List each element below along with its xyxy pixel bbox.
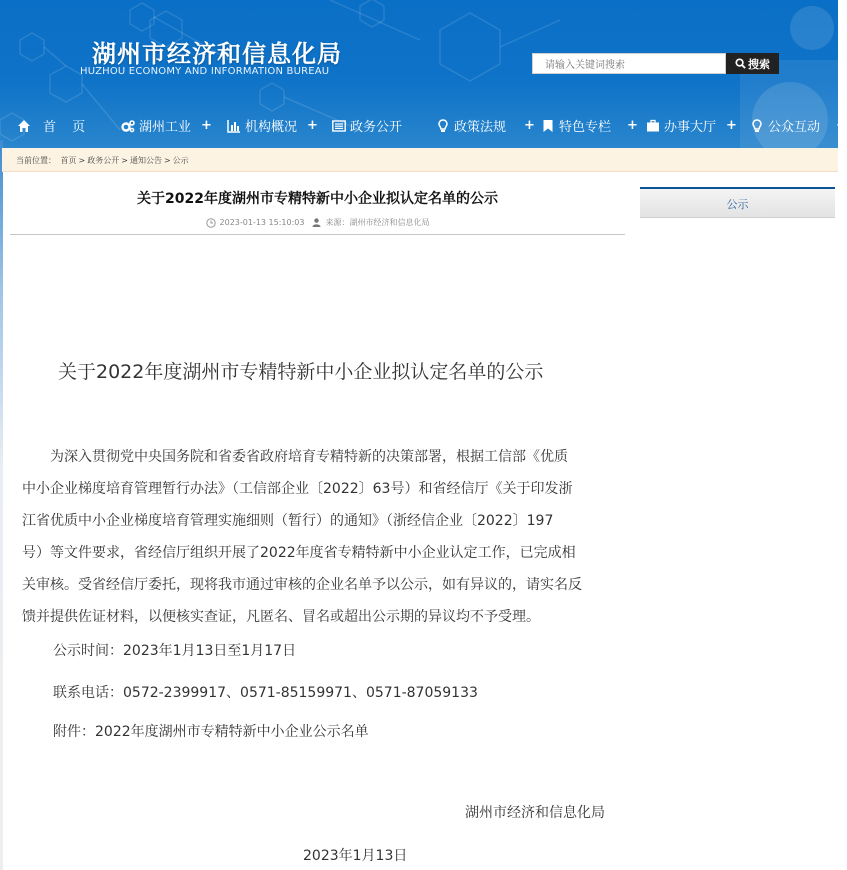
nav-item-public-interaction[interactable] [750, 116, 847, 135]
expand-plus-icon: + [726, 118, 737, 133]
breadcrumb-home[interactable]: 首页 [60, 156, 77, 165]
breadcrumb-prefix: 当前位置： [16, 156, 56, 165]
signature-organization: 湖州市经济和信息化局 [465, 805, 605, 821]
lightbulb-icon [436, 119, 450, 133]
body-line: 为深入贯彻党中央国务院和省委省政府培育专精特新的决策部署，根据工信部《优质 [22, 449, 568, 465]
main-nav [0, 116, 847, 140]
publicity-period: 公示时间：2023年1月13日至1月17日 [53, 643, 297, 659]
body-line: 中小企业梯度培育管理暂行办法》（工信部企业〔2022〕63号）和省经信厅《关于印发浙 [22, 481, 573, 497]
user-icon [312, 218, 321, 227]
gears-icon [121, 119, 135, 133]
search-input[interactable] [532, 53, 726, 74]
nav-item-special-columns[interactable] [541, 116, 638, 135]
breadcrumb-separator: > [78, 156, 86, 165]
expand-plus-icon: + [201, 118, 212, 133]
lightbulb-icon [750, 119, 764, 133]
list-icon [332, 119, 346, 133]
breadcrumb-separator: > [121, 156, 128, 165]
nav-item-home[interactable] [17, 116, 91, 135]
article-datetime: 2023-01-13 15:10:03 [219, 218, 305, 227]
nav-item-org-overview[interactable] [227, 116, 318, 135]
breadcrumb-notices[interactable]: 通知公告 [129, 156, 162, 165]
breadcrumb-separator: > [163, 156, 171, 165]
nav-label: 政策法规 [454, 120, 507, 135]
search-button[interactable] [726, 53, 779, 74]
sidebar-tab-publicity[interactable]: 公示 [640, 187, 835, 218]
nav-item-huzhou-industry[interactable] [121, 116, 212, 135]
home-icon [17, 119, 31, 133]
nav-label: 首 页 [43, 120, 92, 135]
bookmark-icon [541, 119, 555, 133]
nav-label: 公众互动 [768, 120, 821, 135]
document-title: 关于2022年度湖州市专精特新中小企业拟认定名单的公示 [58, 361, 544, 383]
bar-chart-icon [227, 119, 241, 133]
breadcrumb [2, 148, 838, 172]
site-logo-subtitle: HUZHOU ECONOMY AND INFORMATION BUREAU [80, 66, 330, 77]
left-edge-strip [0, 140, 3, 870]
site-header [0, 0, 847, 148]
article-body-paragraph [22, 441, 617, 633]
expand-plus-icon: + [307, 118, 318, 133]
briefcase-icon [646, 119, 660, 133]
nav-label: 特色专栏 [559, 120, 612, 135]
expand-plus-icon: + [524, 118, 535, 133]
nav-label: 政务公开 [350, 120, 403, 135]
site-logo-title[interactable]: 湖州市经济和信息化局 [92, 40, 342, 68]
nav-label: 机构概况 [245, 120, 298, 135]
body-line: 馈并提供佐证材料，以便核实查证，凡匿名、冒名或超出公示期的异议均不予受理。 [22, 609, 540, 625]
nav-label: 办事大厅 [664, 120, 717, 135]
body-line: 江省优质中小企业梯度培育管理实施细则（暂行）的通知》（浙经信企业〔2022〕197 [22, 513, 554, 529]
article-source-label: 来源： [325, 218, 350, 227]
body-line: 号）等文件要求，省经信厅组织开展了2022年度省专精特新中小企业认定工作，已完成相 [22, 545, 576, 561]
nav-item-gov-affairs[interactable] [332, 116, 402, 135]
search-icon [735, 58, 746, 69]
contact-phone: 联系电话：0572-2399917、0571-85159971、0571-87059133 [53, 685, 478, 701]
expand-plus-icon: + [836, 118, 847, 133]
article-divider [10, 234, 625, 235]
nav-label: 湖州工业 [139, 120, 192, 135]
nav-item-policies[interactable] [436, 116, 535, 135]
attachment-link[interactable]: 附件：2022年度湖州市专精特新中小企业公示名单 [53, 724, 369, 740]
article-meta [10, 217, 625, 228]
body-line: 关审核。受省经信厅委托，现将我市通过审核的企业名单予以公示，如有异议的，请实名反 [22, 577, 582, 593]
nav-item-service-hall[interactable] [646, 116, 737, 135]
expand-plus-icon: + [627, 118, 638, 133]
clock-icon [206, 218, 216, 228]
signature-date: 2023年1月13日 [303, 848, 408, 864]
search-button-label: 搜索 [748, 57, 770, 71]
article-title: 关于2022年度湖州市专精特新中小企业拟认定名单的公示 [137, 191, 498, 207]
breadcrumb-publicity[interactable]: 公示 [172, 156, 189, 165]
breadcrumb-gov-affairs[interactable]: 政务公开 [87, 156, 120, 165]
article-source: 湖州市经济和信息化局 [349, 218, 430, 227]
